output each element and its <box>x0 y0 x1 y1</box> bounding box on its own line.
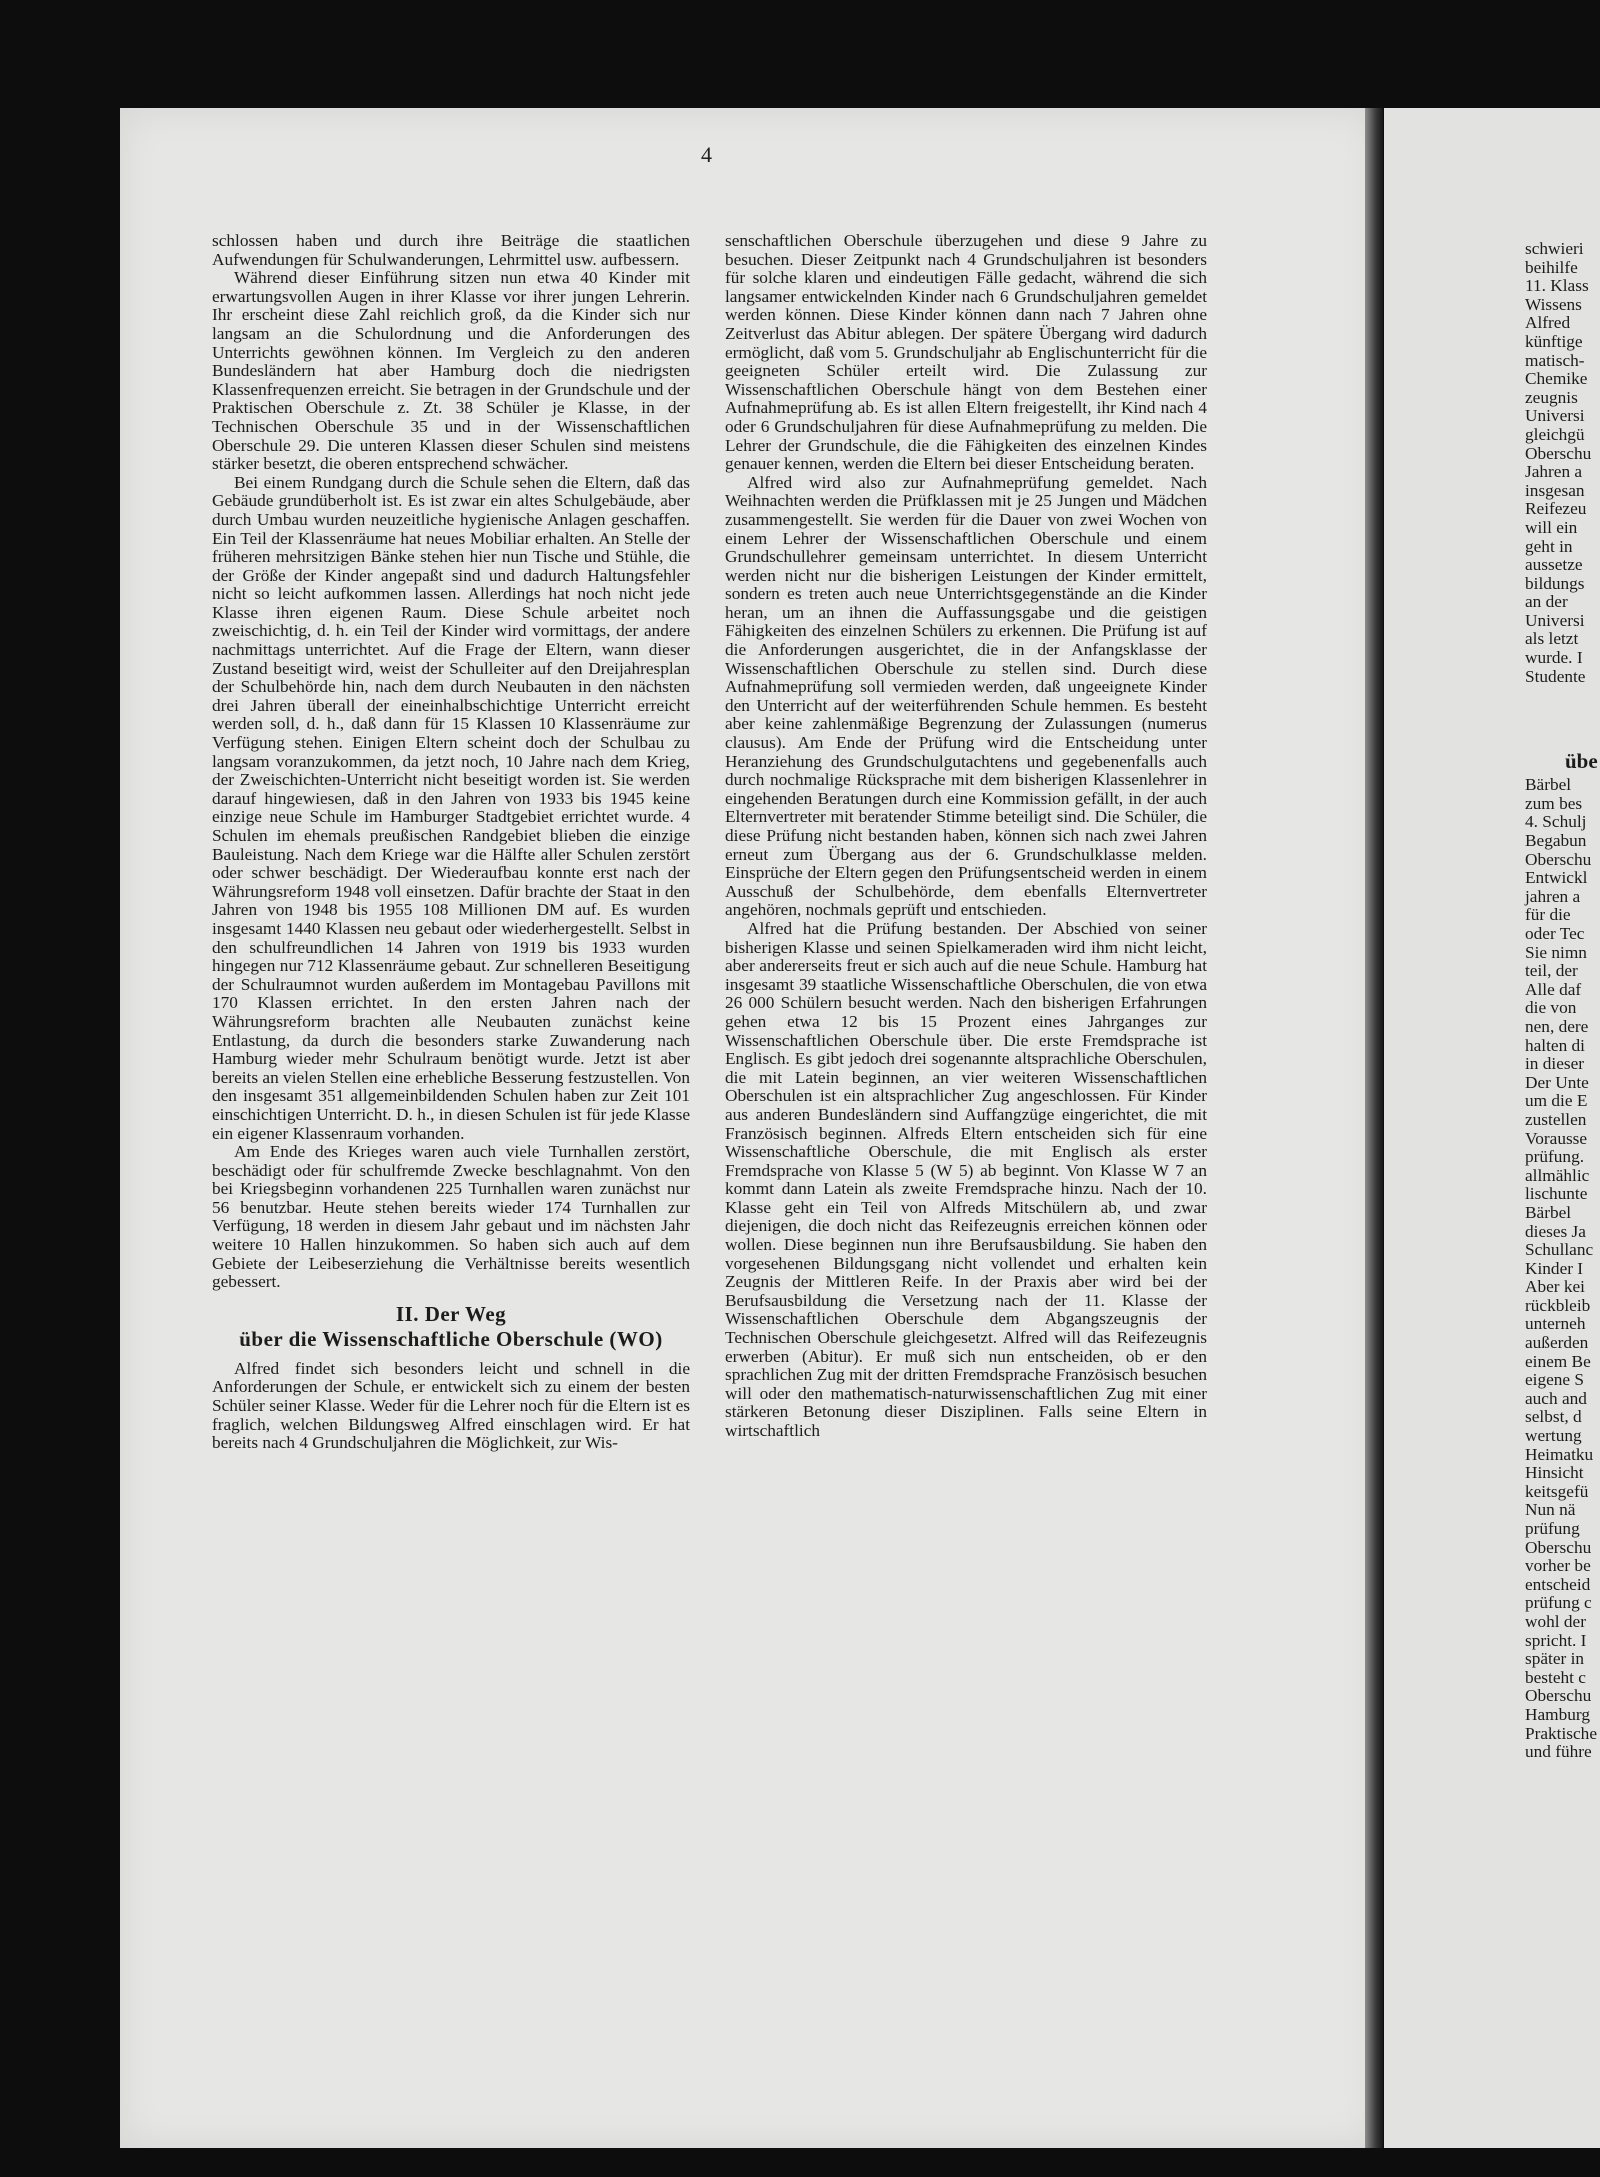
fragment-line: prüfung c <box>1525 1593 1592 1613</box>
paragraph: Bei einem Rundgang durch die Schule sehen die Eltern, daß das Gebäude grundüberholt ist. Es ist zwar ein altes Schulgebäude, aber durch Umbau wurden neuzeitliche hygienische Anlagen geschaffen. Ein Teil der Klassenräume hat neues Mobiliar erhalten. An Stelle der früheren mehrsitzigen Bänke stehen hier nun Tische und Stühle, die der Größe der Kinder angepaßt sind und dadurch Haltungsfehler nicht so leicht aufkommen lassen. Allerdings hat noch nicht jede Klasse ihren eigenen Raum. Diese Schule arbeitet noch zweischichtig, d. h. ein Teil der Kinder wird vormittags, der andere nachmittags unterrichtet. Auf die Frage der Eltern, wann dieser Zustand beseitigt wird, weist der Schulleiter auf den Dreijahresplan der Schulbehörde hin, nach dem durch Neubauten in den nächsten drei Jahren überall der eineinhalbschichtige Unterricht erreicht werden soll, d. h., daß dann für 15 Klassen 10 Klassenräume zur Verfügung stehen. Einigen Eltern scheint doch der Schulbau zu langsam voranzukommen, da jetzt noch, 10 Jahre nach dem Krieg, der Zweischichten-Unterricht nicht beseitigt worden ist. Sie werden darauf hingewiesen, daß in den Jahren von 1933 bis 1945 keine einzige neue Schule im Hamburger Stadtgebiet errichtet wurde. 4 Schulen im ehemals preußischen Randgebiet blieben die einzige Bauleistung. Nach dem Kriege war die Hälfte aller Schulen zerstört oder schwer beschädigt. Der Wiederaufbau konnte erst nach der Währungsreform 1948 voll einsetzen. Dafür brachte der Staat in den Jahren von 1948 bis 1955 108 Millionen DM auf. Es wurden insgesamt 1440 Klassen neu gebaut oder wiederhergestellt. Selbst in den schulfreundlichen 14 Jahren von 1919 bis 1933 wurden hingegen nur 712 Klassenräume gebaut. Zur schnelleren Beseitigung der Schulraumnot wurden außerdem im Montagebau Pavillons mit 170 Klassen errichtet. In den ersten Jahren nach der Währungsreform brachten alle Neubauten zunächst keine Entlastung, da durch die besonders starke Zuwanderung nach Hamburg wieder mehr Schulraum benötigt wurde. Jetzt ist aber bereits an vielen Stellen eine erhebliche Besserung festzustellen. Von den insgesamt 351 allgemeinbildenden Schulen haben zur Zeit 101 einschichtigen Unterricht. D. h., in diesen Schulen ist für jede Klasse ein eigener Klassenraum vorhanden. <box>212 472 690 1143</box>
fragment-line: Praktische <box>1525 1723 1597 1743</box>
fragment-line: Oberschu <box>1525 1537 1592 1557</box>
fragment-line: Der Unte <box>1525 1072 1589 1092</box>
fragment-line: insgesan <box>1525 480 1585 500</box>
fragment-line: unterneh <box>1525 1314 1586 1334</box>
fragment-line: jahren a <box>1525 886 1581 906</box>
fragment-line: lischunte <box>1525 1184 1588 1204</box>
book-gutter <box>1365 108 1383 2148</box>
fragment-line: 11. Klass <box>1525 276 1589 296</box>
fragment-line: Schullanc <box>1525 1240 1594 1260</box>
fragment-line: selbst, d <box>1525 1407 1582 1427</box>
fragment-line: Oberschu <box>1525 849 1592 869</box>
paragraph: Alfred wird also zur Aufnahmeprüfung gemeldet. Nach Weihnachten werden die Prüfklassen mit je 25 Jungen und Mädchen zusammengestellt. Sie werden für die Dauer von zwei Wochen von einem Lehrer der Wissenschaftlichen Oberschule und einem Grundschullehrer gemeinsam unterrichtet. In diesem Unterricht werden nicht nur die bisherigen Leistungen der Kinder ermittelt, sondern es treten auch neue Unterrichtsgegenstände an die Kinder heran, um an ihnen die Auffassungsgabe und die geistigen Fähigkeiten des einzelnen Schülers zu erkennen. Die Prüfung ist auf die Anforderungen ausgerichtet, die in der Anfangsklasse der Wissenschaftlichen Oberschule zu stellen sind. Durch diese Aufnahmeprüfung soll vermieden werden, daß ungeeignete Kinder den Unterricht auf der weiterführenden Schule hemmen. Es besteht aber keine zahlenmäßige Begrenzung der Zulassungen (numerus clausus). Am Ende der Prüfung wird die Entscheidung unter Heranziehung des Grundschulgutachtens und gegebenenfalls auch durch nochmalige Rücksprache mit dem bisherigen Klassenlehrer in eingehenden Beratungen durch eine Kommission gefällt, in der auch Elternvertreter mit beratender Stimme beteiligt sind. Die Schüler, die diese Prüfung nicht bestanden haben, können sich nach zwei Jahren erneut zum Übergang aus der 6. Grundschulklasse melden. Einsprüche der Eltern gegen den Prüfungsentscheid werden in einem Ausschuß der Schulbehörde, dem ebenfalls Elternvertreter angehören, nochmals geprüft und entschieden. <box>725 472 1207 920</box>
fragment-line: beihilfe <box>1525 257 1578 277</box>
fragment-line: zeugnis <box>1525 387 1578 407</box>
fragment-line: zum bes <box>1525 793 1583 813</box>
paragraph: Während dieser Einführung sitzen nun etwa 40 Kinder mit erwartungsvollen Augen in ihrer Klasse vor ihrer jungen Lehrerin. Ihr erscheint diese Zahl reichlich groß, da die Kinder sich nur langsam an die Schulordnung und die Anforderungen des Unterrichts gewöhnen können. Im Vergleich zu den anderen Bundesländern hat aber Hamburg doch die niedrigsten Klassenfrequenzen erreicht. Sie betragen in der Grundschule und der Praktischen Oberschule z. Zt. 38 Schüler je Klasse, in der Technischen Oberschule 35 und in der Wissenschaftlichen Oberschule 29. Die unteren Klassen dieser Schulen sind meistens stärker besetzt, die oberen entsprechend schwächer. <box>212 268 690 474</box>
fragment-line: Wissens <box>1525 294 1582 314</box>
fragment-line: einem Be <box>1525 1351 1591 1371</box>
fragment-line: nen, dere <box>1525 1016 1589 1036</box>
fragment-line: Jahren a <box>1525 462 1583 482</box>
fragment-line: Entwickl <box>1525 868 1588 888</box>
fragment-lines-top <box>1525 240 1600 686</box>
fragment-line: Aber kei <box>1525 1277 1585 1297</box>
fragment-line: rückbleib <box>1525 1295 1591 1315</box>
left-column <box>212 232 690 1453</box>
fragment-line: Hamburg <box>1525 1704 1590 1724</box>
section-heading <box>212 1302 690 1352</box>
section-heading-line2: über die Wissenschaftliche Oberschule (WO) <box>239 1326 663 1351</box>
fragment-line: an der <box>1525 592 1568 612</box>
fragment-line: matisch- <box>1525 350 1585 370</box>
fragment-line: später in <box>1525 1649 1585 1669</box>
paragraph: Alfred hat die Prüfung bestanden. Der Abschied von seiner bisherigen Klasse und seinen Spielkameraden wird ihm nicht leicht, aber andererseits freut er sich auch auf die neue Schule. Hamburg hat insgesamt 39 staatliche Wissenschaftliche Oberschulen, die von etwa 26 000 Schülern besucht werden. Nach den bisherigen Erfahrungen gehen etwa 12 bis 15 Prozent eines Jahrganges zur Wissenschaftlichen Oberschule über. Die erste Fremdsprache ist Englisch. Es gibt jedoch drei sogenannte altsprachliche Oberschulen, die mit Latein beginnen, an vier weiteren Wissenschaftlichen Oberschulen ist ein altsprachlicher Zug angeschlossen. Für Kinder aus anderen Bundesländern sind Auffangzüge eingerichtet, die mit Französisch beginnen. Alfreds Eltern entscheiden sich für eine Wissenschaftliche Oberschule, die mit Englisch als erster Fremdsprache von Klasse 5 (W 5) ab beginnt. Von Klasse W 7 an kommt dann Latein als zweite Fremdsprache hinzu. Nach der 10. Klasse geht ein Teil von Alfreds Mitschülern ab, und zwar diejenigen, die doch nicht das Reifezeugnis erreichen können oder wollen. Diese beginnen nun ihre Berufsausbildung. Sie haben den vorgesehenen Bildungsgang nicht vollendet und erhalten kein Zeugnis der Mittleren Reife. In der Praxis aber wird bei der Berufsausbildung die Versetzung nach der 11. Klasse der Wissenschaftlichen Oberschule dem Abgangszeugnis der Technischen Oberschule gleichgesetzt. Alfred will das Reifezeugnis erwerben (Abitur). Er muß sich nun entscheiden, ob er den sprachlichen Zug mit der dritten Fremdsprache Französisch besuchen will oder den mathematisch-naturwissenschaftlichen Zug mit einer stärkeren Betonung dieser Disziplinen. Falls seine Eltern in wirtschaftlich <box>725 918 1207 1440</box>
fragment-line: künftige <box>1525 331 1583 351</box>
fragment-line: Reifezeu <box>1525 499 1587 519</box>
fragment-line: entscheid <box>1525 1574 1591 1594</box>
fragment-line: eigene S <box>1525 1370 1585 1390</box>
fragment-line: aussetze <box>1525 555 1583 575</box>
fragment-line: Begabun <box>1525 831 1587 851</box>
fragment-line: Bärbel <box>1525 775 1572 795</box>
fragment-line: Universi <box>1525 610 1585 630</box>
fragment-line: Hinsicht <box>1525 1463 1584 1483</box>
fragment-line: Chemike <box>1525 369 1588 389</box>
paragraph: Alfred findet sich besonders leicht und schnell in die Anforderungen der Schule, er entwickelt sich zu einem der besten Schüler seiner Klasse. Weder für die Lehrer noch für die Eltern ist es fraglich, welchen Bildungsweg Alfred einschlagen wird. Er hat bereits nach 4 Grundschuljahren die Möglichkeit, zur Wis- <box>212 1358 690 1453</box>
fragment-line: 4. Schulj <box>1525 812 1587 832</box>
fragment-line: Alfred <box>1525 313 1571 333</box>
fragment-line: besteht c <box>1525 1667 1586 1687</box>
fragment-line: prüfung. <box>1525 1147 1585 1167</box>
fragment-line: in dieser <box>1525 1054 1585 1074</box>
fragment-line: wohl der <box>1525 1611 1586 1631</box>
fragment-line: Heimatku <box>1525 1444 1594 1464</box>
fragment-line: und führe <box>1525 1742 1592 1762</box>
fragment-line: will ein <box>1525 517 1578 537</box>
fragment-line: als letzt <box>1525 629 1579 649</box>
fragment-line: Oberschu <box>1525 1686 1592 1706</box>
fragment-line: Studente <box>1525 666 1586 686</box>
fragment-line: allmählic <box>1525 1165 1590 1185</box>
paragraph: senschaftlichen Oberschule überzugehen und diese 9 Jahre zu besuchen. Dieser Zeitpunkt nach 4 Grundschuljahren ist besonders für solche klaren und eindeutigen Fälle gedacht, während die sich langsamer entwickelnden Kinder nach 6 Grundschuljahren gemeldet werden können. Diese Kinder können dann nach 7 Jahren ohne Zeitverlust das Abitur ablegen. Der spätere Übergang wird dadurch ermöglicht, daß vom 5. Grundschuljahr ab Englischunterricht für die geeigneten Schüler erteilt wird. Die Zulassung zur Wissenschaftlichen Oberschule hängt von dem Bestehen einer Aufnahmeprüfung ab. Es ist allen Eltern freigestellt, ihr Kind nach 4 oder 6 Grundschuljahren für diese Aufnahmeprüfung zu melden. Die Lehrer der Grundschule, die die Fähigkeiten des einzelnen Kindes genauer kennen, werden die Eltern bei dieser Entscheidung beraten. <box>725 231 1207 474</box>
fragment-lines-bottom <box>1525 776 1600 1761</box>
fragment-line: schwieri <box>1525 239 1584 258</box>
fragment-line: prüfung <box>1525 1519 1580 1538</box>
fragment-line: dieses Ja <box>1525 1221 1586 1241</box>
fragment-line: Sie nimn <box>1525 942 1587 962</box>
fragment-line: wertung <box>1525 1426 1582 1446</box>
fragment-line: spricht. I <box>1525 1630 1587 1650</box>
fragment-line: für die <box>1525 905 1571 925</box>
paragraph: Am Ende des Krieges waren auch viele Turnhallen zerstört, beschädigt oder für schulfremde Zwecke beschlagnahmt. Von den bei Kriegsbeginn vorhandenen 225 Turnhallen waren zunächst nur 56 benutzbar. Heute stehen bereits wieder 174 Turnhallen zur Verfügung, 18 werden in diesem Jahr gebaut und im nächsten Jahr weitere 10 Hallen hinzukommen. So haben sich auch auf dem Gebiete der Leibeserziehung die Verhältnisse bereits wesentlich gebessert. <box>212 1142 690 1292</box>
fragment-line: Nun nä <box>1525 1500 1576 1520</box>
fragment-line: Bärbel <box>1525 1202 1572 1222</box>
fragment-line: außerden <box>1525 1333 1589 1353</box>
next-page-fragment <box>1525 240 1600 1762</box>
fragment-line: zustellen <box>1525 1109 1587 1129</box>
fragment-line: Oberschu <box>1525 443 1592 463</box>
fragment-line: gleichgü <box>1525 424 1585 444</box>
fragment-line: um die E <box>1525 1091 1588 1111</box>
fragment-heading: übe <box>1565 749 1598 774</box>
fragment-line: teil, der <box>1525 961 1578 981</box>
fragment-line: die von <box>1525 998 1577 1018</box>
paragraph: schlossen haben und durch ihre Beiträge die staatlichen Aufwendungen für Schulwanderungen, Lehrmittel usw. aufbessern. <box>212 231 690 269</box>
fragment-line: oder Tec <box>1525 924 1585 943</box>
fragment-line: Kinder I <box>1525 1258 1584 1278</box>
fragment-line: vorher be <box>1525 1556 1591 1576</box>
fragment-line: wurde. I <box>1525 648 1583 668</box>
fragment-line: Vorausse <box>1525 1128 1588 1148</box>
fragment-line: auch and <box>1525 1388 1587 1408</box>
fragment-line: halten di <box>1525 1035 1585 1055</box>
section-heading-line1: II. Der Weg <box>395 1301 507 1326</box>
page-number: 4 <box>701 142 712 167</box>
fragment-line: keitsgefü <box>1525 1481 1589 1501</box>
fragment-line: Universi <box>1525 406 1585 426</box>
fragment-line: geht in <box>1525 536 1573 556</box>
fragment-line: Alle daf <box>1525 979 1582 999</box>
fragment-line: bildungs <box>1525 573 1585 593</box>
middle-column <box>725 232 1207 1441</box>
